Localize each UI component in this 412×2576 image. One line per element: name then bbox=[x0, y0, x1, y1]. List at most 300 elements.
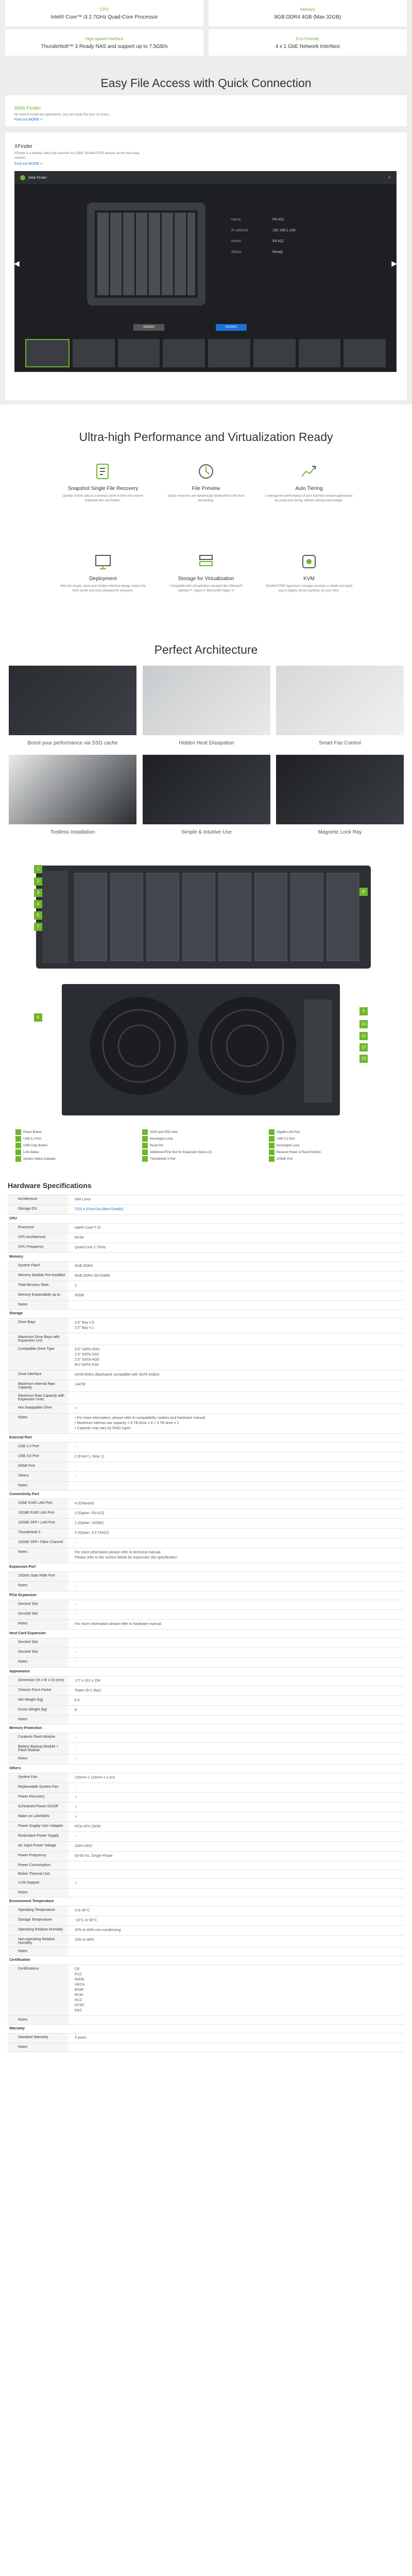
legend-label: SATA and SSD slots bbox=[150, 1130, 178, 1134]
spec-key: Notes bbox=[8, 1548, 68, 1563]
webfinder-desc: No need to install any applications, you can easily find your 10 drives. bbox=[14, 113, 110, 116]
legend-badge-icon bbox=[15, 1129, 21, 1135]
hardware-callout-badge: 10 bbox=[359, 1020, 368, 1028]
legend-label: Thunderbolt 3 Port bbox=[150, 1157, 176, 1161]
arch-item bbox=[9, 666, 136, 746]
legend-label: Kensington Lock bbox=[150, 1137, 173, 1141]
spec-row bbox=[8, 1243, 404, 1253]
hardware-callout-badge: 4 bbox=[34, 900, 42, 908]
spec-category-row bbox=[8, 1591, 404, 1600]
thumbnail[interactable] bbox=[25, 339, 70, 367]
arch-caption: Boost your performance via SSD cache bbox=[27, 740, 118, 746]
connect-button[interactable]: Connect bbox=[216, 324, 247, 331]
xfinder-desc: XFinder is a desktop utility that searches for ZSDE TerraMASTER devices on the local area network. bbox=[14, 152, 140, 160]
spec-value: ✓ bbox=[75, 1815, 78, 1819]
spec-value: - bbox=[75, 1613, 76, 1616]
spec-row bbox=[8, 1301, 404, 1310]
spec-row bbox=[8, 1965, 404, 2016]
spec-row bbox=[8, 1333, 404, 1345]
spec-key: 10GbE SFP+ LAN Port bbox=[8, 1519, 68, 1528]
legend-badge-icon bbox=[269, 1129, 274, 1135]
nas-device-image bbox=[82, 197, 211, 311]
spec-key: Operating Relative Humidity bbox=[8, 1926, 68, 1935]
spec-row bbox=[8, 1600, 404, 1610]
spec-value[interactable]: TOS 4 (Find Out More Details) bbox=[75, 1208, 124, 1211]
quick-section-title: Easy File Access with Quick Connection bbox=[100, 76, 312, 90]
spec-key: LCM Support bbox=[8, 1879, 68, 1888]
device-info-value: F8-422 bbox=[272, 218, 284, 222]
spec-key: AC Input Power Voltage bbox=[8, 1842, 68, 1851]
legend-item bbox=[15, 1136, 142, 1142]
spec-category-row bbox=[8, 1310, 404, 1318]
legend-label: 10GbE Port bbox=[277, 1157, 293, 1161]
legend-badge-icon bbox=[269, 1156, 274, 1162]
webfinder-more-link[interactable]: Find out MORE > bbox=[14, 118, 43, 122]
spec-card-label: Eco-Friendly bbox=[296, 37, 319, 41]
spec-card-value: 8GB DDR4 4GB (Max 32GB) bbox=[274, 14, 341, 20]
spec-key: 1GbE RJ45 LAN Port bbox=[8, 1499, 68, 1509]
spec-key: Notes bbox=[8, 1658, 68, 1667]
spec-category-row bbox=[8, 1215, 404, 1224]
spec-key: Power Frequency bbox=[8, 1852, 68, 1861]
spec-key: Notes bbox=[8, 2043, 68, 2052]
spec-row bbox=[8, 1205, 404, 1215]
virtualization-section bbox=[0, 404, 412, 639]
spec-row bbox=[8, 1716, 404, 1724]
spec-row bbox=[8, 1936, 404, 1947]
spec-row bbox=[8, 1926, 404, 1936]
spec-category-row bbox=[8, 1897, 404, 1906]
spec-key: Notes bbox=[8, 1755, 68, 1764]
spec-key: Notes bbox=[8, 1414, 68, 1433]
spec-row bbox=[8, 1472, 404, 1482]
spec-key: Warranty bbox=[8, 2025, 404, 2033]
virt-feature bbox=[49, 551, 157, 594]
spec-value: - bbox=[75, 1736, 76, 1739]
arch-caption: Simple & Intuitive Use bbox=[181, 829, 232, 835]
spec-row bbox=[8, 1195, 404, 1205]
webfinder-title: Web Finder bbox=[14, 106, 41, 111]
spec-key: Maximum Raw Capacity with Expansion Units bbox=[8, 1392, 68, 1403]
spec-value bbox=[68, 1947, 404, 1956]
arch-caption: Magnetic Lock Ray bbox=[318, 829, 362, 835]
spec-row bbox=[8, 1610, 404, 1620]
spec-key: Host Card Expansion bbox=[8, 1630, 404, 1638]
spec-key: Notes bbox=[8, 2016, 68, 2024]
arch-item bbox=[276, 666, 404, 746]
spec-key: Non-operating Relative Humidity bbox=[8, 1936, 68, 1947]
thumbnail[interactable] bbox=[73, 339, 115, 367]
spec-value: CE FCC RoHS UKCA BSMI RCM KCC NTRC EAC bbox=[75, 1968, 85, 2012]
device-info-key: Status bbox=[231, 250, 242, 254]
spec-row bbox=[8, 1392, 404, 1404]
spec-key: Redundant Power Supply bbox=[8, 1832, 68, 1841]
virt-feature-title: Snapshot Single File Recovery bbox=[67, 486, 139, 492]
legend-badge-icon bbox=[15, 1136, 21, 1142]
hardware-callout-badge: 9 bbox=[359, 1007, 368, 1015]
spec-row bbox=[8, 1414, 404, 1434]
spec-value: 2 (Option: 3.0 T3422) bbox=[75, 1531, 109, 1535]
spec-row bbox=[8, 1733, 404, 1743]
spec-row bbox=[8, 1648, 404, 1658]
spec-value: 32GB bbox=[75, 1294, 84, 1297]
spec-card bbox=[5, 29, 203, 56]
legend-badge-icon bbox=[15, 1149, 21, 1155]
thumbnail[interactable] bbox=[163, 339, 205, 367]
carousel-next-icon[interactable]: ▶ bbox=[391, 259, 397, 267]
spec-value: - bbox=[75, 1541, 76, 1545]
spec-value bbox=[68, 1482, 404, 1490]
spec-card bbox=[209, 29, 407, 56]
device-info-value: 192.168.1.100 bbox=[272, 229, 296, 232]
spec-key: Standard Warranty bbox=[8, 2033, 68, 2043]
spec-row bbox=[8, 1743, 404, 1755]
spec-key: Chassis Form Factor bbox=[8, 1686, 68, 1696]
spec-row bbox=[8, 1696, 404, 1706]
spec-key: Others bbox=[8, 1472, 68, 1481]
legend-label: Gigabit LAN Port bbox=[277, 1130, 300, 1134]
spec-category-row bbox=[8, 1668, 404, 1676]
spec-value bbox=[68, 2043, 404, 2052]
spec-value bbox=[68, 1716, 404, 1724]
spec-row bbox=[8, 1889, 404, 1897]
spec-value: 3.5" SATA HDD 2.5" SATA SSD 2.5" SATA HDD M.2 SATA SSD bbox=[75, 1348, 100, 1367]
thumbnail[interactable] bbox=[299, 339, 341, 367]
spec-value: PCIe ATX 200W bbox=[75, 1825, 101, 1828]
hardware-callout-badge: 7 bbox=[34, 923, 42, 931]
spec-row bbox=[8, 2033, 404, 2043]
spec-row bbox=[8, 1793, 404, 1803]
thumbnail[interactable] bbox=[208, 339, 250, 367]
spec-key: Certification bbox=[8, 1956, 404, 1964]
device-info-key: Model bbox=[231, 240, 242, 243]
spec-row bbox=[8, 1947, 404, 1956]
spec-value: 20% to 80% non-condensing bbox=[75, 1928, 121, 1932]
spec-value: Tower (8+1 Bay) bbox=[75, 1689, 101, 1692]
spec-row bbox=[8, 1803, 404, 1812]
arch-item bbox=[143, 755, 270, 835]
spec-row bbox=[8, 1452, 404, 1462]
hardware-callout-badge: 8 bbox=[34, 1013, 42, 1022]
legend-label: USB 3.2 Port bbox=[23, 1137, 42, 1141]
arch-image bbox=[9, 666, 136, 735]
spec-row bbox=[8, 1812, 404, 1822]
spec-title: Hardware Specifications bbox=[8, 1181, 92, 1190]
preview-icon bbox=[152, 461, 260, 482]
legend-label: Reset Pin bbox=[150, 1144, 164, 1147]
spec-value: - bbox=[75, 1651, 76, 1654]
virt-feature bbox=[255, 551, 363, 594]
spec-key: Notes bbox=[8, 1582, 68, 1591]
spec-key: CPU bbox=[8, 1215, 404, 1223]
spec-row bbox=[8, 1783, 404, 1793]
legend-item bbox=[15, 1129, 142, 1136]
thumbnail[interactable] bbox=[344, 339, 386, 367]
xfinder-more-link[interactable]: Find out MORE > bbox=[14, 162, 43, 166]
spec-card-label: Memory bbox=[300, 7, 315, 12]
spec-value: Quad-Core 2.7GHz bbox=[75, 1246, 106, 1249]
hardware-callout-badge: 13 bbox=[359, 1055, 368, 1063]
spec-category-row bbox=[8, 2025, 404, 2033]
virt-feature-title: Storage for Virtualization bbox=[178, 576, 234, 582]
legend-col bbox=[142, 1129, 269, 1162]
spec-value: X64 Linux bbox=[75, 1198, 91, 1201]
spec-value: For more information please refer to hardware manual. bbox=[75, 1622, 162, 1626]
kvm-icon bbox=[255, 551, 363, 572]
spec-value: 4 (Onboard) bbox=[75, 1502, 94, 1505]
virt-feature-title: Deployment bbox=[89, 576, 117, 582]
legend-col bbox=[15, 1129, 142, 1162]
legend-label: Additional PCIe Slot for Expansion Device (2) bbox=[150, 1150, 212, 1154]
nas-rear-view bbox=[62, 984, 350, 1118]
arch-image bbox=[276, 755, 404, 824]
device-info-key: Name bbox=[231, 218, 241, 222]
spec-value: 50-60 Hz, Single Phase bbox=[75, 1854, 113, 1858]
app-logo-icon bbox=[20, 175, 25, 180]
spec-key: Total Memory Slots bbox=[8, 1281, 68, 1291]
carousel-prev-icon[interactable]: ◀ bbox=[14, 259, 20, 267]
thumbnail[interactable] bbox=[118, 339, 160, 367]
arch-item bbox=[143, 666, 270, 746]
spec-card-value: Intel® Core™ i3 2.7GHz Quad-Core Processor bbox=[50, 14, 158, 20]
spec-key: Expansion Port bbox=[8, 1563, 404, 1571]
spec-value: - bbox=[75, 1641, 76, 1645]
spec-row bbox=[8, 1380, 404, 1392]
xfinder-card bbox=[5, 132, 407, 400]
spec-key: Contents Flash Module bbox=[8, 1733, 68, 1742]
spec-row bbox=[8, 1233, 404, 1243]
spec-row bbox=[8, 1773, 404, 1783]
spec-value: - bbox=[75, 1660, 76, 1664]
spec-value: 2 (Option: F8-422) bbox=[75, 1512, 105, 1515]
legend-col bbox=[269, 1129, 396, 1162]
spec-value: - bbox=[75, 1835, 76, 1838]
hardware-callout-badge: 6 bbox=[359, 888, 368, 896]
spec-key: 10GbE RJ45 LAN Port bbox=[8, 1509, 68, 1518]
spec-key: Maximum Drive Bays with Expansion Unit bbox=[8, 1333, 68, 1345]
spec-key: Gen3x8 Slot bbox=[8, 1610, 68, 1619]
spec-row bbox=[8, 1224, 404, 1233]
arch-item bbox=[9, 755, 136, 835]
spec-value: 8GB DDR4 SO-DIMM bbox=[75, 1274, 110, 1278]
legend-label: Reserve Power & Fixed Position bbox=[277, 1150, 321, 1154]
arch-item bbox=[276, 755, 404, 835]
spec-value: 4GB DDR4 bbox=[75, 1264, 93, 1268]
spec-key: Certifications bbox=[8, 1965, 68, 2015]
spec-category-row bbox=[8, 1630, 404, 1638]
spec-row bbox=[8, 1842, 404, 1852]
spec-value: 2 bbox=[75, 1284, 77, 1287]
spec-value: - bbox=[75, 1603, 76, 1606]
spec-row bbox=[8, 1658, 404, 1668]
spec-row bbox=[8, 1509, 404, 1519]
spec-key: Power Recovery bbox=[8, 1793, 68, 1802]
spec-row bbox=[8, 1291, 404, 1301]
arch-caption: Toolless Installation bbox=[50, 829, 95, 835]
spec-category-row bbox=[8, 1765, 404, 1773]
legend-label: USB 3.2 Port bbox=[277, 1137, 295, 1141]
legend-item bbox=[142, 1129, 269, 1136]
spec-row bbox=[8, 1620, 404, 1630]
spec-row bbox=[8, 1852, 404, 1861]
spec-value: 177 x 312 x 254 bbox=[75, 1679, 100, 1683]
spec-row bbox=[8, 1272, 404, 1281]
spec-value: 3.5" Bay x 8 2.5" Bay x 1 bbox=[75, 1321, 94, 1330]
spec-value bbox=[68, 1392, 404, 1403]
nas-front-view bbox=[36, 860, 376, 974]
legend-badge-icon bbox=[15, 1156, 21, 1162]
autotiering-icon bbox=[255, 461, 363, 482]
spec-value: 8 bbox=[75, 1708, 77, 1712]
legend-label: USB Copy Button bbox=[23, 1144, 48, 1147]
legend-item bbox=[15, 1142, 142, 1149]
device-info-row bbox=[231, 229, 334, 232]
hardware-callout-badge: 5 bbox=[34, 911, 42, 920]
spec-row bbox=[8, 1443, 404, 1452]
spec-value: 64-bit bbox=[75, 1236, 84, 1240]
spec-value bbox=[68, 1889, 404, 1897]
spec-row bbox=[8, 1879, 404, 1889]
device-info-row bbox=[231, 218, 334, 222]
spec-row bbox=[8, 2043, 404, 2052]
arch-image bbox=[9, 755, 136, 824]
spec-key: Memory Expandable up to bbox=[8, 1291, 68, 1300]
virt-feature-title: KVM bbox=[303, 576, 315, 582]
spec-row bbox=[8, 1370, 404, 1380]
top-spec-cards bbox=[0, 0, 412, 29]
spec-row bbox=[8, 1538, 404, 1548]
spec-key: Net Weight (kg) bbox=[8, 1696, 68, 1705]
legend-badge-icon bbox=[269, 1143, 274, 1148]
legend-badge-icon bbox=[142, 1129, 148, 1135]
spec-value bbox=[68, 1333, 404, 1345]
spec-value: -10°C to 50°C bbox=[75, 1919, 97, 1922]
virt-feature-desc: Compatible with virtualization standard like VMware® vSphere™, Hyper-V, Microsoft® Hyper-V. bbox=[169, 585, 243, 592]
spec-value: - bbox=[75, 1745, 76, 1749]
spec-card-label: High-speed Interface bbox=[85, 37, 124, 41]
arch-image bbox=[143, 755, 270, 824]
spec-value: 144TB bbox=[75, 1383, 85, 1386]
spec-key: 10Gb/s Sata Wide Port bbox=[8, 1572, 68, 1581]
hardware-diagram-section bbox=[0, 853, 412, 1177]
spec-key: Memory bbox=[8, 1253, 404, 1261]
device-info-row bbox=[231, 250, 334, 254]
app-titlebar bbox=[15, 172, 396, 184]
spec-card-label: CPU bbox=[100, 7, 109, 12]
spec-key: Maximum Internal Raw Capacity bbox=[8, 1380, 68, 1392]
spec-key: CPU Architecture bbox=[8, 1233, 68, 1243]
spec-value bbox=[68, 2016, 404, 2024]
top-spec-cards-row2 bbox=[0, 29, 412, 59]
spec-value: - bbox=[75, 1445, 76, 1449]
thumbnail[interactable] bbox=[253, 339, 296, 367]
spec-card-value: 4 x 1 GbE Network Interface bbox=[275, 44, 340, 49]
spec-table bbox=[8, 1195, 404, 2052]
spec-value bbox=[68, 1301, 404, 1309]
spec-key: Power Consumption bbox=[8, 1861, 68, 1870]
spec-key: CPU Frequency bbox=[8, 1243, 68, 1252]
virt-feature-desc: Leverage the performance of your business-related applications by using auto tiering, without adding extra budget. bbox=[265, 495, 353, 502]
spec-key: Replaceable System Fan bbox=[8, 1783, 68, 1792]
spec-key: Notes bbox=[8, 1301, 68, 1309]
spec-key: System Fan bbox=[8, 1773, 68, 1783]
arch-image bbox=[276, 666, 404, 735]
arch-caption: Smart Fan Control bbox=[319, 740, 361, 746]
xfinder-screenshot bbox=[14, 171, 397, 372]
spec-row bbox=[8, 1572, 404, 1582]
legend-badge-icon bbox=[142, 1149, 148, 1155]
spec-category-row bbox=[8, 1490, 404, 1499]
spec-row bbox=[8, 1582, 404, 1591]
hardware-callout-badge: 12 bbox=[359, 1043, 368, 1052]
virt-feature-desc: Space resources are dynamically distributed to the most demanding. bbox=[167, 495, 245, 502]
spec-row bbox=[8, 1482, 404, 1490]
arch-section-title: Perfect Architecture bbox=[154, 643, 258, 656]
deployment-icon bbox=[49, 551, 157, 572]
spec-key: System Flash bbox=[8, 1262, 68, 1271]
legend-item bbox=[269, 1129, 396, 1136]
spec-key: Memory Protection bbox=[8, 1724, 404, 1733]
spec-row bbox=[8, 1499, 404, 1509]
spec-card-value: Thunderbolt™ 3 Ready NAS and support up to 7.5GB/s bbox=[41, 44, 168, 49]
legend-badge-icon bbox=[142, 1136, 148, 1142]
legend-badge-icon bbox=[269, 1149, 274, 1155]
spec-key: Thunderbolt 3 bbox=[8, 1529, 68, 1538]
virt-feature bbox=[152, 551, 260, 594]
legend-item bbox=[142, 1136, 269, 1142]
architecture-section bbox=[0, 639, 412, 853]
xfinder-title: XFinder bbox=[14, 144, 33, 149]
legend-badge-icon bbox=[15, 1143, 21, 1148]
spec-key: Gen3x8 Slot bbox=[8, 1648, 68, 1657]
legend-item bbox=[142, 1156, 269, 1162]
spec-row bbox=[8, 1318, 404, 1333]
spec-row bbox=[8, 1519, 404, 1529]
hardware-callout-badge: 2 bbox=[34, 877, 42, 886]
legend-item bbox=[269, 1142, 396, 1149]
spec-value: • For more information, please refer to compatibility matters and hardware manual. • Maximum internal raw capacity = 8 TB drive x 8 = 3 TB drive x 1 • Capacity may vary by RAID types bbox=[75, 1416, 207, 1430]
legend-badge-icon bbox=[142, 1156, 148, 1162]
spec-key: Notes bbox=[8, 1947, 68, 1956]
legend-item bbox=[142, 1149, 269, 1156]
spec-value: 2 (Front 1, Rear 1) bbox=[75, 1455, 105, 1459]
spec-row bbox=[8, 1755, 404, 1765]
spec-row bbox=[8, 1548, 404, 1563]
window-close-icon[interactable]: ✕ bbox=[388, 176, 391, 180]
spec-key: Compatible Drive Type bbox=[8, 1345, 68, 1370]
legend-label: Kensington Lock bbox=[277, 1144, 300, 1147]
spec-row bbox=[8, 1676, 404, 1686]
quick-connection-section bbox=[0, 59, 412, 404]
snapshot-icon bbox=[49, 461, 157, 482]
virt-feature-title: File Preview bbox=[192, 486, 220, 492]
spec-value: 10% to 90% bbox=[75, 1938, 94, 1942]
device-info-value: Ready bbox=[272, 250, 283, 254]
storage-virt-icon bbox=[152, 551, 260, 572]
legend-item bbox=[15, 1149, 142, 1156]
spec-key: Storage OS bbox=[8, 1205, 68, 1214]
spec-value bbox=[68, 1870, 404, 1878]
spec-value: - bbox=[75, 1574, 76, 1578]
spec-value: ✓ bbox=[75, 1882, 78, 1885]
spec-row bbox=[8, 1529, 404, 1538]
initialize-button[interactable]: Initialize bbox=[133, 324, 164, 331]
spec-row bbox=[8, 1870, 404, 1879]
spec-value: 3 years bbox=[75, 2036, 87, 2040]
virt-feature-desc: With the simple, clean and intuitive interface design makes the NAS easier and more pleasant for everyone. bbox=[60, 585, 146, 592]
spec-value: 0 to 40°C bbox=[75, 1909, 90, 1912]
spec-key: Gen3x4 Slot bbox=[8, 1638, 68, 1648]
